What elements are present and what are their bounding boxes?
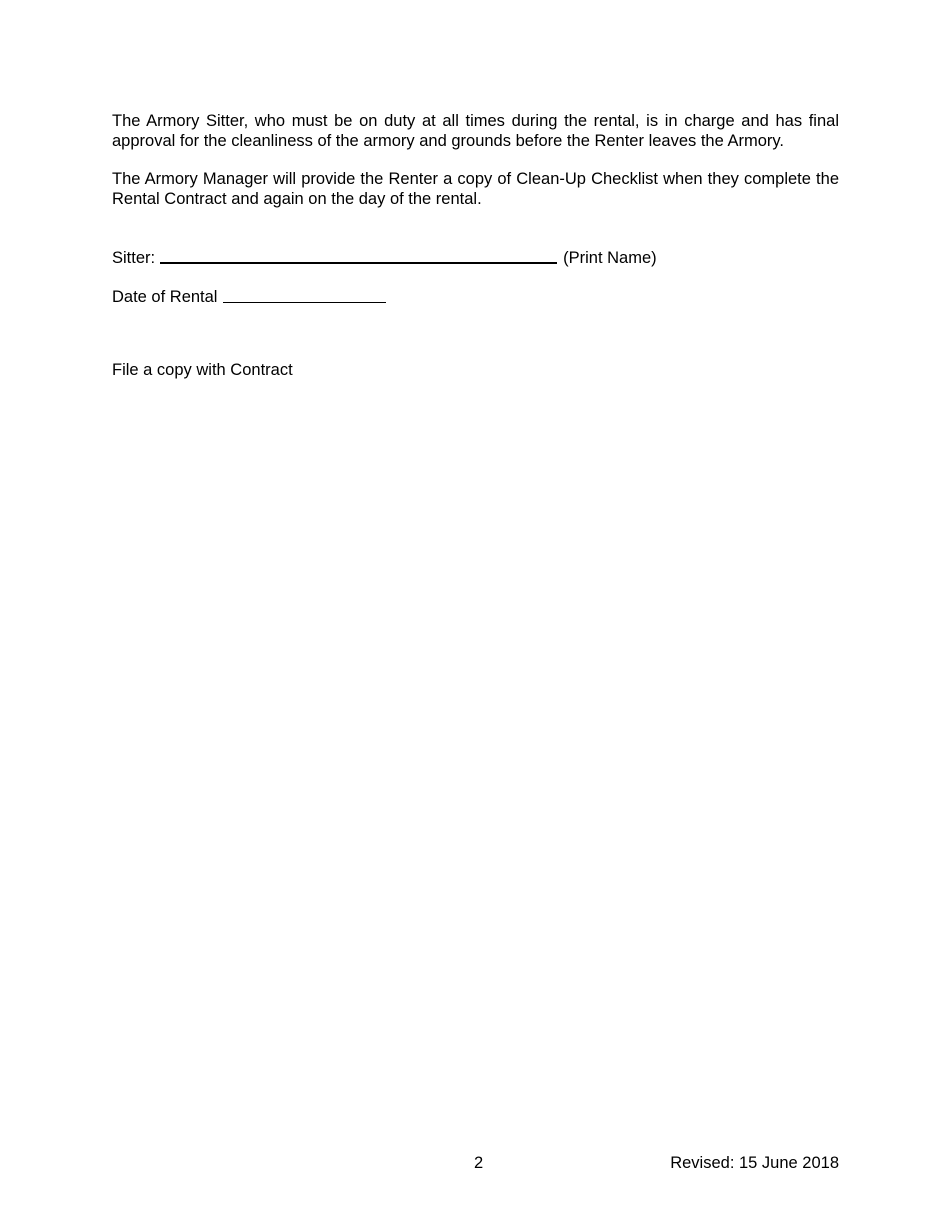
- date-of-rental-row: [112, 285, 386, 307]
- sitter-name-line[interactable]: [160, 262, 557, 264]
- print-name-hint: (Print Name): [563, 249, 657, 267]
- page-number: 2: [474, 1154, 484, 1172]
- date-of-rental-line[interactable]: [223, 302, 386, 303]
- date-of-rental-label: Date of Rental: [112, 288, 218, 306]
- sitter-signature-row: [112, 246, 657, 268]
- file-note: File a copy with Contract: [112, 361, 293, 379]
- sitter-label: Sitter:: [112, 249, 156, 267]
- revision-date: Revised: 15 June 2018: [670, 1154, 839, 1172]
- paragraph-armory-manager: The Armory Manager will provide the Renter a copy of Clean-Up Checklist when they complete the Rental Contract and again on the day of the rental.: [112, 170, 839, 208]
- paragraph-armory-sitter: The Armory Sitter, who must be on duty at all times during the rental, is in charge and has final approval for the cleanliness of the armory and grounds before the Renter leaves the Armory.: [112, 112, 839, 150]
